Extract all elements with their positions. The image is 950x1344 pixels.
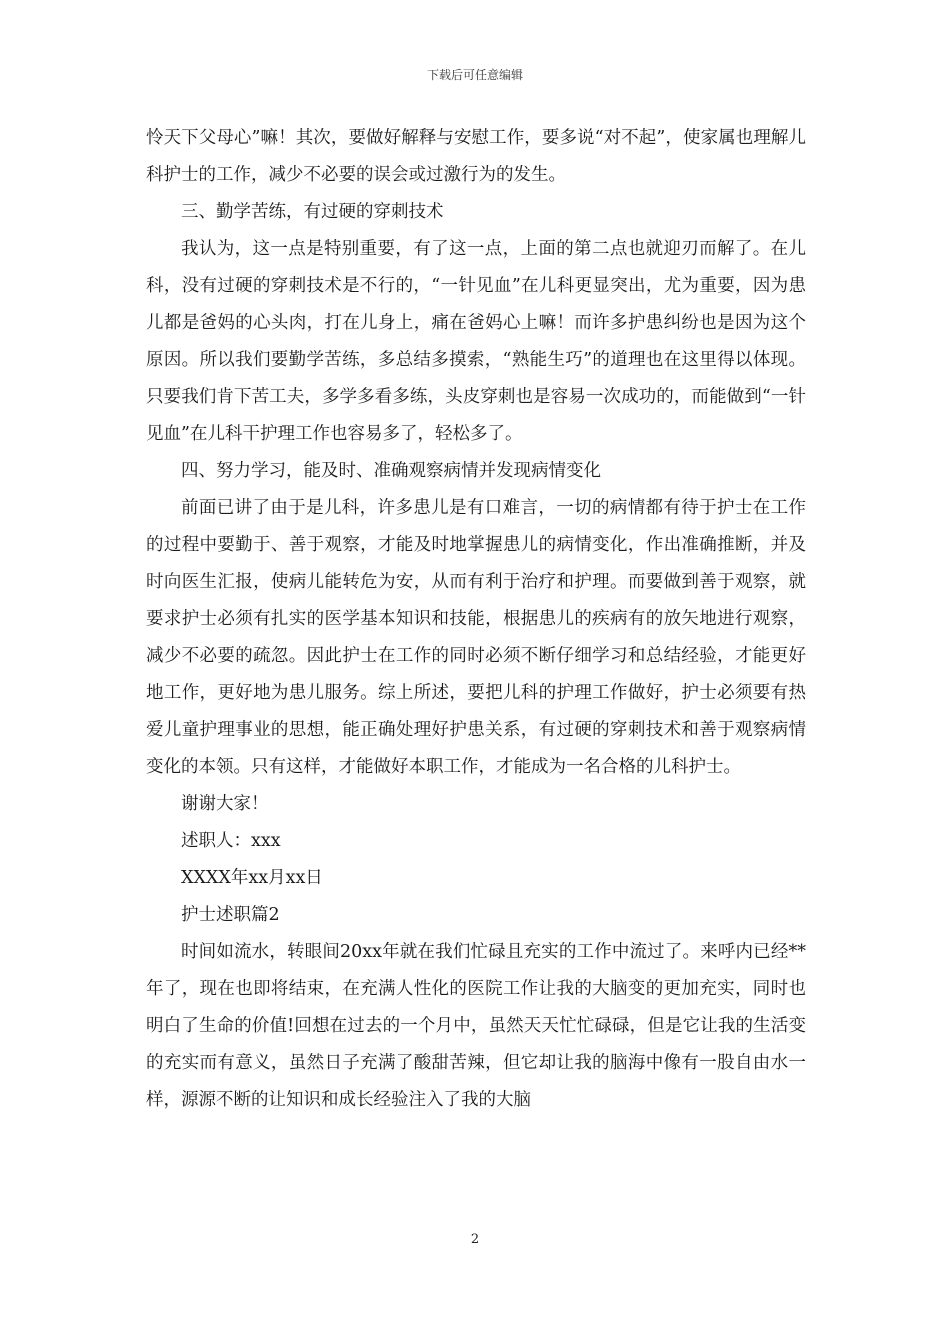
article-title: 护士述职篇2 — [181, 905, 280, 925]
section-heading-3: 三、勤学苦练，有过硬的穿刺技术 — [181, 202, 444, 222]
closing-thanks: 谢谢大家！ — [181, 794, 269, 814]
signature-line: 述职人：xxx — [181, 831, 281, 851]
page-number: 2 — [470, 1232, 480, 1247]
date-line: XXXX年xx月xx日 — [181, 868, 323, 888]
paragraph: 前面已讲了由于是儿科，许多患儿是有口难言，一切的病情都有待于护士在工作的过程中要勤于、善于观察，才能及时地掌握患儿的病情变化，作出准确推断，并及时向医生汇报，使病儿能转危为安，从而有利于治疗和护理。而要做到善于观察，就要求护士必须有扎实的医学基本知识和技能，根据患儿的疾病有的放矢地进行观察，减少不必要的疏忽。因此护士在工作的同时必须不断仔细学习和总结经验，才能更好地工作，更好地为患儿服务。综上所述，要把儿科的护理工作做好，护士必须要有热爱儿童护理事业的思想，能正确处理好护患关系，有过硬的穿刺技术和善于观察病情变化的本领。只有这样，才能做好本职工作，才能成为一名合格的儿科护士。 — [146, 498, 806, 777]
document-body — [146, 120, 806, 1119]
paragraph: 我认为，这一点是特别重要，有了这一点，上面的第二点也就迎刃而解了。在儿科，没有过硬的穿刺技术是不行的，“一针见血”在儿科更显突出，尤为重要，因为患儿都是爸妈的心头肉，打在儿身上，痛在爸妈心上嘛！而许多护患纠纷也是因为这个原因。所以我们要勤学苦练，多总结多摸索，“熟能生巧”的道理也在这里得以体现。只要我们肯下苦工夫，多学多看多练，头皮穿刺也是容易一次成功的，而能做到“一针见血”在儿科干护理工作也容易多了，轻松多了。 — [146, 239, 806, 444]
section-heading-4: 四、努力学习，能及时、准确观察病情并发现病情变化 — [181, 461, 601, 481]
page-header: 下载后可任意编辑 — [426, 68, 523, 82]
paragraph-continuation: 怜天下父母心”嘛！其次，要做好解释与安慰工作，要多说“对不起”，使家属也理解儿科护士的工作，减少不必要的误会或过激行为的发生。 — [146, 128, 806, 185]
paragraph: 时间如流水，转眼间20xx年就在我们忙碌且充实的工作中流过了。来呼内已经**年了，现在也即将结束，在充满人性化的医院工作让我的大脑变的更加充实，同时也明白了生命的价值!回想在过去的一个月中，虽然天天忙忙碌碌，但是它让我的生活变的充实而有意义，虽然日子充满了酸甜苦辣，但它却让我的脑海中像有一股自由水一样，源源不断的让知识和成长经验注入了我的大脑 — [146, 942, 806, 1110]
